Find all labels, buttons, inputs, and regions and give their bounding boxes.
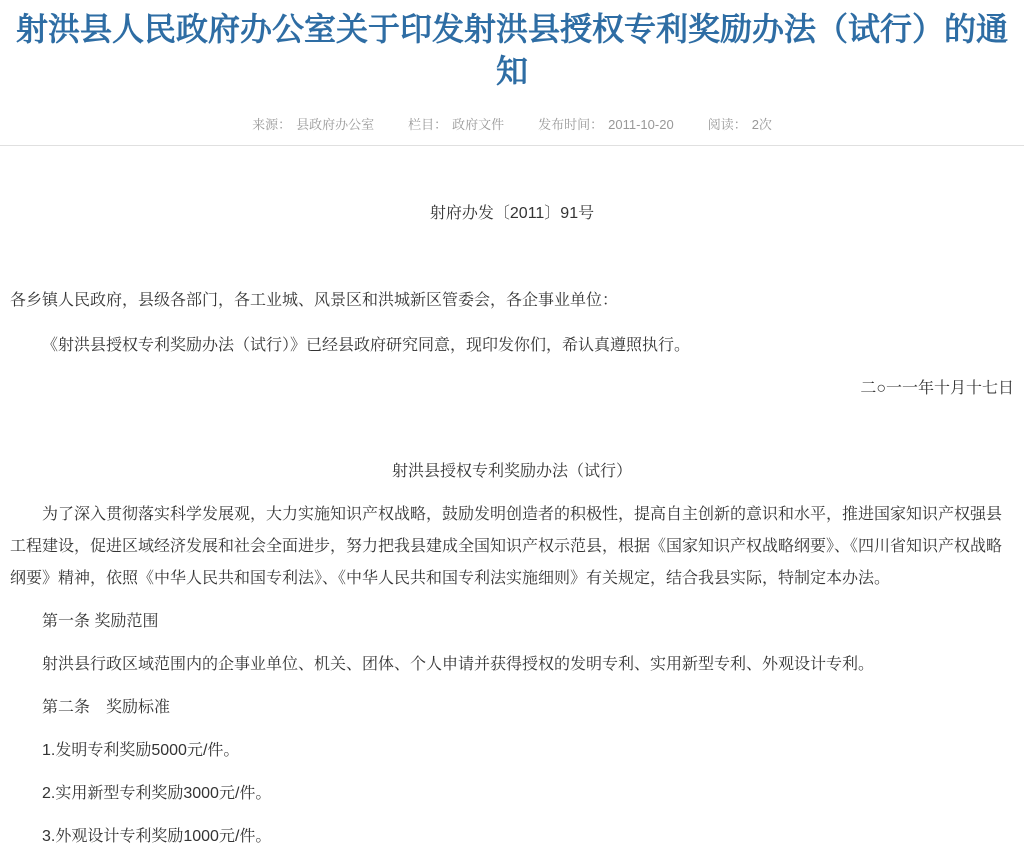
meta-source-value: 县政府办公室 [296, 117, 375, 132]
salutation: 各乡镇人民政府，县级各部门，各工业城、风景区和洪城新区管委会，各企事业单位： [10, 292, 619, 309]
meta-publish-date [538, 114, 674, 133]
date-line: 二○一一年十月十七日 [860, 380, 1014, 397]
reward-item-utility-model: 2.实用新型专利奖励3000元/件。 [42, 785, 272, 802]
article-header [0, 0, 1024, 146]
article-meta [0, 114, 1024, 133]
article2-title: 第二条 奖励标准 [42, 699, 171, 716]
article1-title: 第一条 奖励范围 [42, 613, 159, 630]
meta-read-count-value: 2次 [751, 117, 772, 132]
measures-title: 射洪县授权专利奖励办法（试行） [391, 463, 632, 480]
meta-source-label: 来源： [252, 117, 292, 132]
meta-category [408, 114, 504, 133]
meta-publish-date-value: 2011-10-20 [608, 117, 674, 132]
meta-category-label: 栏目： [408, 117, 448, 132]
meta-category-value: 政府文件 [452, 117, 505, 132]
article-body [0, 198, 1024, 853]
meta-publish-date-label: 发布时间： [538, 117, 604, 132]
page-title: 射洪县人民政府办公室关于印发射洪县授权专利奖励办法（试行）的通知 [15, 11, 1008, 89]
meta-read-count-label: 阅读： [707, 117, 747, 132]
meta-read-count [708, 114, 772, 133]
article1-body: 射洪县行政区域范围内的企事业单位、机关、团体、个人申请并获得授权的发明专利、实用新型专利、外观设计专利。 [42, 656, 875, 673]
doc-number: 射府办发〔2011〕91号 [429, 205, 595, 222]
reward-item-invention: 1.发明专利奖励5000元/件。 [42, 742, 240, 759]
preamble: 为了深入贯彻落实科学发展观，大力实施知识产权战略，鼓励发明创造者的积极性，提高自主创新的意识和水平，推进国家知识产权强县工程建设，促进区域经济发展和社会全面进步，努力把我县建成全国知识产权示范县，根据《国家知识产权战略纲要》、《四川省知识产权战略纲要》精神，依照《中华人民共和国专利法》、《中华人民共和国专利法实施细则》有关规定，结合我县实际，特制定本办法。 [10, 506, 1003, 587]
reward-item-design: 3.外观设计专利奖励1000元/件。 [42, 828, 272, 845]
meta-source [252, 114, 374, 133]
notice-body: 《射洪县授权专利奖励办法（试行）》已经县政府研究同意，现印发你们，希认真遵照执行。 [42, 337, 691, 354]
